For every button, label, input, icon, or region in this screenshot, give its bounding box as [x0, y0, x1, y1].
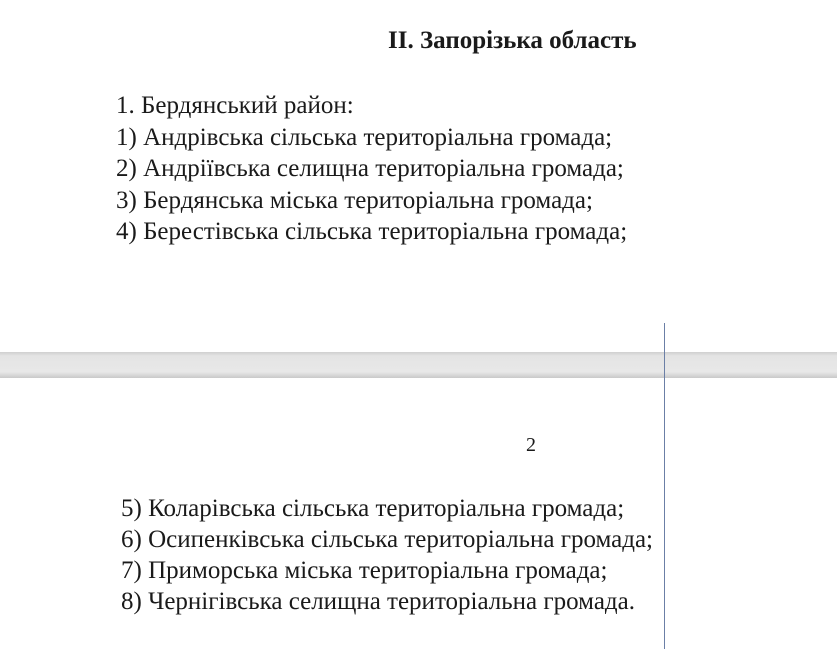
page-separator: [0, 352, 837, 378]
page-number: 2: [526, 434, 536, 456]
list-item: 2) Андріївська селищна територіальна громада;: [116, 155, 624, 182]
district-heading: 1. Бердянський район:: [116, 92, 354, 119]
list-item: 8) Чернігівська селищна територіальна громада.: [121, 588, 635, 615]
district-list-page-1: [116, 90, 627, 248]
margin-guide-line: [664, 323, 665, 649]
list-item: 6) Осипенківська сільська територіальна громада;: [121, 526, 653, 553]
list-item: 4) Берестівська сільська територіальна громада;: [116, 218, 628, 245]
list-item: 7) Приморська міська територіальна громада;: [121, 557, 608, 584]
list-item: 1) Андрівська сільська територіальна громада;: [116, 123, 613, 151]
document-page-2: [0, 378, 837, 649]
district-list-page-2: [121, 493, 653, 617]
list-item: 3) Бердянська міська територіальна громада;: [116, 186, 593, 214]
section-title: ІІ. Запорізька область: [388, 27, 637, 54]
list-item: 5) Коларівська сільська територіальна громада;: [121, 495, 625, 522]
